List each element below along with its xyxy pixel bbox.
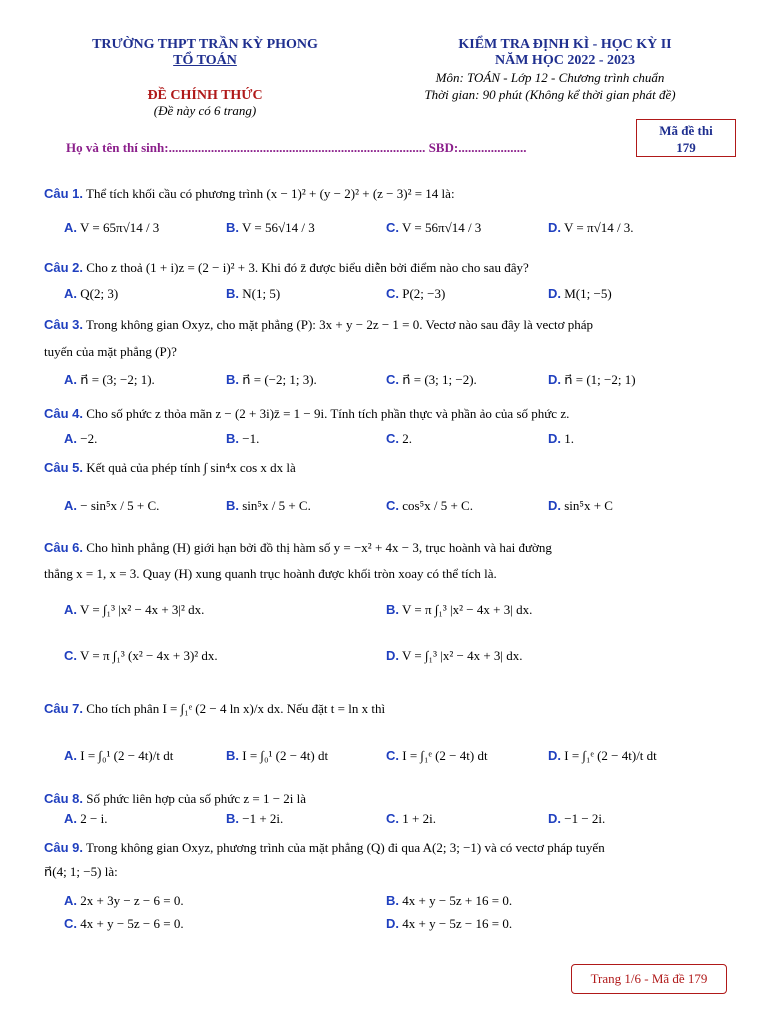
q2-option-d[interactable]: D. M(1; −5): [548, 286, 612, 301]
department-name: TỔ TOÁN: [173, 53, 237, 68]
question-4: Câu 4. Cho số phức z thỏa mãn z − (2 + 3i)z̄ = 1 − 9i. Tính tích phần thực và phần ảo của số phức z.: [44, 406, 570, 421]
question-5: Câu 5. Kết quả của phép tính ∫ sin⁴x cos x dx là: [44, 460, 296, 475]
question-1: [44, 186, 730, 202]
question-text: Thể tích khối cầu có phương trình (x − 1)² + (y − 2)² + (z − 3)² = 14 là:: [86, 186, 455, 201]
q8-option-b[interactable]: B. −1 + 2i.: [226, 811, 284, 826]
candidate-line: Họ và tên thí sinh:............................................................................... SBD:.....................: [66, 140, 527, 155]
q8-option-c[interactable]: C. 1 + 2i.: [386, 811, 436, 826]
question-label: Câu 1.: [44, 186, 84, 201]
q8-option-a[interactable]: A. 2 − i.: [64, 811, 108, 826]
question-6-line2: thẳng x = 1, x = 3. Quay (H) xung quanh trục hoành được khối tròn xoay có thể tích là.: [44, 566, 497, 581]
q9-option-d[interactable]: D. 4x + y − 5z − 16 = 0.: [386, 916, 513, 931]
question-9: Câu 9. Trong không gian Oxyz, phương trình của mặt phẳng (Q) đi qua A(2; 3; −1) và có vectơ pháp tuyến: [44, 840, 605, 855]
q8-option-d[interactable]: D. −1 − 2i.: [548, 811, 606, 826]
q2-option-c[interactable]: C. P(2; −3): [386, 286, 446, 301]
q3-option-d[interactable]: D. n⃗ = (1; −2; 1): [548, 372, 636, 387]
duration-line: Thời gian: 90 phút (Không kể thời gian phát đề): [424, 87, 676, 102]
q7-option-b[interactable]: B. I = ∫₀¹ (2 − 4t) dt: [226, 748, 329, 763]
question-8: Câu 8. Số phức liên hợp của số phức z = 1 − 2i là: [44, 791, 307, 806]
q1-option-d[interactable]: D. V = π√14 / 3.: [548, 220, 634, 235]
q3-option-a[interactable]: A. n⃗ = (3; −2; 1).: [64, 372, 155, 387]
q1-option-c[interactable]: C. V = 56π√14 / 3: [386, 220, 482, 235]
q4-option-b[interactable]: B. −1.: [226, 431, 260, 446]
q1-option-a[interactable]: A. V = 65π√14 / 3: [64, 220, 160, 235]
q2-option-a[interactable]: A. Q(2; 3): [64, 286, 119, 301]
q9-option-c[interactable]: C. 4x + y − 5z − 6 = 0.: [64, 916, 184, 931]
exam-title: KIỂM TRA ĐỊNH KÌ - HỌC KỲ II: [458, 37, 672, 52]
q9-option-b[interactable]: B. 4x + y − 5z + 16 = 0.: [386, 893, 513, 908]
q6-option-d[interactable]: D. V = ∫₁³ |x² − 4x + 3| dx.: [386, 648, 523, 663]
question-2: Câu 2. Cho z thoả (1 + i)z = (2 − i)² + 3. Khi đó z̄ được biểu diễn bởi điểm nào cho sau đây?: [44, 260, 529, 275]
q1-option-b[interactable]: B. V = 56√14 / 3: [226, 220, 315, 235]
q7-option-d[interactable]: D. I = ∫₁ᵉ (2 − 4t)/t dt: [548, 748, 657, 763]
school-name: TRƯỜNG THPT TRẦN KỲ PHONG: [92, 37, 318, 52]
q7-option-c[interactable]: C. I = ∫₁ᵉ (2 − 4t) dt: [386, 748, 488, 763]
page-footer: Trang 1/6 - Mã đề 179: [571, 964, 727, 994]
official-label: ĐỀ CHÍNH THỨC: [147, 88, 263, 103]
question-3: Câu 3. Trong không gian Oxyz, cho mặt phẳng (P): 3x + y − 2z − 1 = 0. Vectơ nào sau đây là vectơ pháp: [44, 317, 594, 332]
q3-option-c[interactable]: C. n⃗ = (3; 1; −2).: [386, 372, 477, 387]
exam-code-box: [636, 119, 736, 157]
q7-option-a[interactable]: A. I = ∫₀¹ (2 − 4t)/t dt: [64, 748, 174, 763]
q4-option-c[interactable]: C. 2.: [386, 431, 412, 446]
school-year: NĂM HỌC 2022 - 2023: [495, 53, 635, 68]
q6-option-b[interactable]: B. V = π ∫₁³ |x² − 4x + 3| dx.: [386, 602, 533, 617]
q5-option-d[interactable]: D. sin⁵x + C: [548, 498, 613, 513]
exam-code-value: 179: [676, 140, 696, 155]
exam-code-label: Mã đề thi: [659, 123, 713, 138]
question-3-line2: tuyến của mặt phẳng (P)?: [44, 344, 177, 359]
q4-option-a[interactable]: A. −2.: [64, 431, 98, 446]
q5-option-c[interactable]: C. cos⁵x / 5 + C.: [386, 498, 473, 513]
q6-option-c[interactable]: C. V = π ∫₁³ (x² − 4x + 3)² dx.: [64, 648, 218, 663]
q3-option-b[interactable]: B. n⃗ = (−2; 1; 3).: [226, 372, 317, 387]
pages-note: (Đề này có 6 trang): [153, 103, 257, 118]
q5-option-b[interactable]: B. sin⁵x / 5 + C.: [226, 498, 311, 513]
question-6: Câu 6. Cho hình phẳng (H) giới hạn bởi đồ thị hàm số y = −x² + 4x − 3, trục hoành và hai đường: [44, 540, 552, 555]
question-9-line2: n⃗(4; 1; −5) là:: [44, 864, 118, 879]
q9-option-a[interactable]: A. 2x + 3y − z − 6 = 0.: [64, 893, 184, 908]
question-7: Câu 7. Cho tích phân I = ∫₁ᵉ (2 − 4 ln x)/x dx. Nếu đặt t = ln x thì: [44, 701, 386, 716]
subject-line: Môn: TOÁN - Lớp 12 - Chương trình chuẩn: [435, 70, 665, 85]
q4-option-d[interactable]: D. 1.: [548, 431, 574, 446]
q6-option-a[interactable]: A. V = ∫₁³ |x² − 4x + 3|² dx.: [64, 602, 205, 617]
q2-option-b[interactable]: B. N(1; 5): [226, 286, 281, 301]
q5-option-a[interactable]: A. − sin⁵x / 5 + C.: [64, 498, 160, 513]
